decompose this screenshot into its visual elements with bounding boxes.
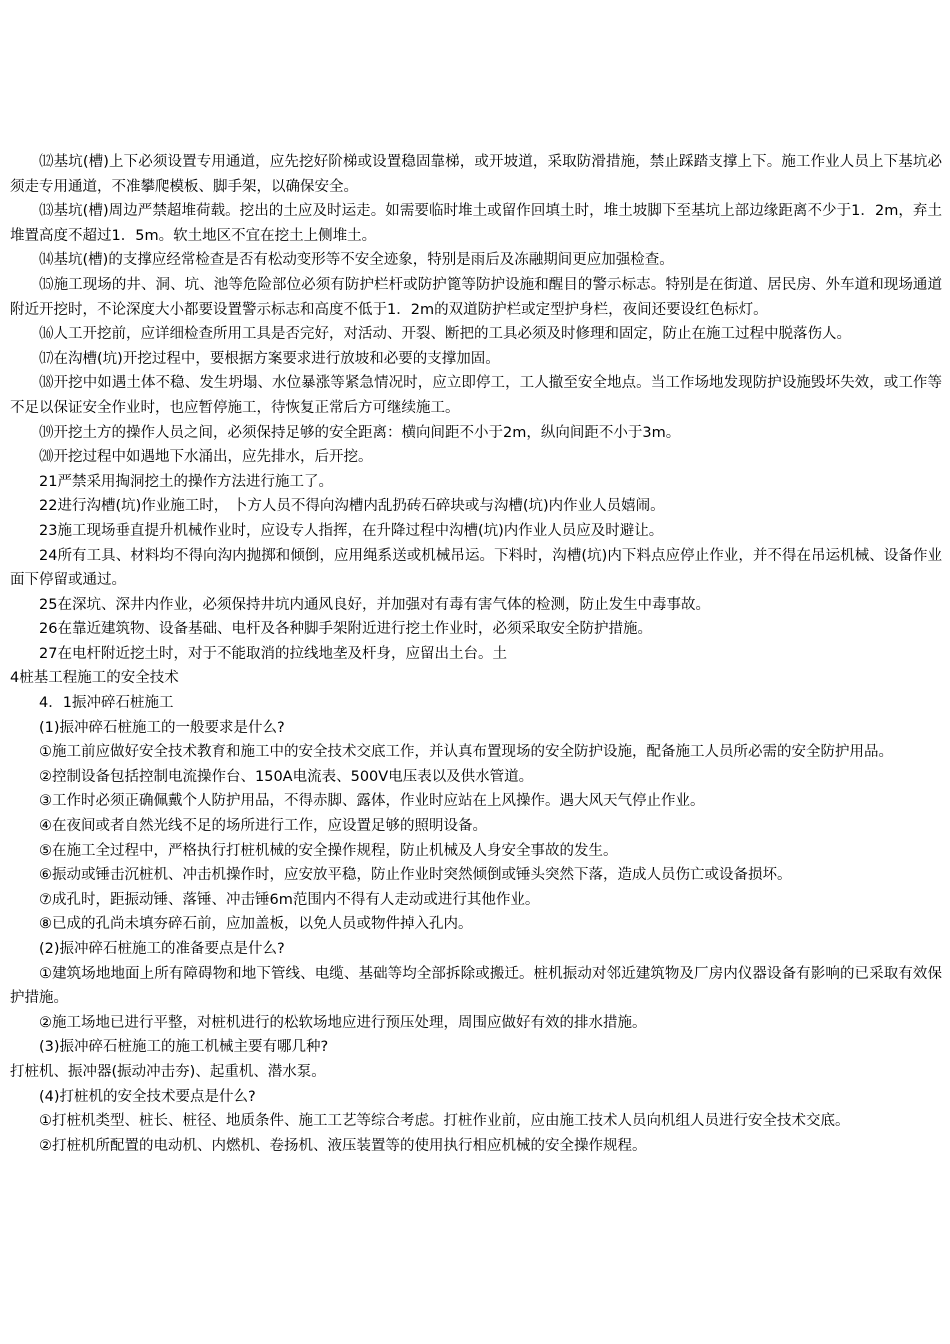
document-page [10,150,942,1158]
paragraph: ②打桩机所配置的电动机、内燃机、卷扬机、液压装置等的使用执行相应机械的安全操作规程。 [39,1137,647,1154]
paragraph: ⑦成孔时，距振动锤、落锤、冲击锤6m范围内不得有人走动或进行其他作业。 [39,891,540,908]
paragraph: ⒀基坑(槽)周边严禁超堆荷载。挖出的土应及时运走。如需要临时堆土或留作回填土时，堆土坡脚下至基坑上部边缘距离不少于1．2m，弃土堆置高度不超过1．5m。软土地区不宜在挖土上侧堆土。 [10,203,942,244]
paragraph: 24所有工具、材料均不得向沟内抛掷和倾倒，应用绳系送或机械吊运。下料时，沟槽(坑)内下料点应停止作业，并不得在吊运机械、设备作业面下停留或通过。 [10,547,942,589]
paragraph: ⑥振动或锤击沉桩机、冲击机操作时，应安放平稳，防止作业时突然倾倒或锤头突然下落，造成人员伤亡或设备损坏。 [39,867,792,884]
paragraph: ⒁基坑(槽)的支撑应经常检查是否有松动变形等不安全迹象，特别是雨后及冻融期间更应加强检查。 [39,252,674,269]
paragraph: ②施工场地已进行平整，对桩机进行的松软场地应进行预压处理，周围应做好有效的排水措施。 [39,1014,647,1031]
paragraph: (4)打桩机的安全技术要点是什么? [39,1088,256,1105]
paragraph: 23施工现场垂直提升机械作业时，应设专人指挥，在升降过程中沟槽(坑)内作业人员应及时避让。 [39,522,664,539]
paragraph: ④在夜间或者自然光线不足的场所进行工作，应设置足够的照明设备。 [39,818,487,835]
paragraph: ⒄在沟槽(坑)开挖过程中，要根据方案要求进行放坡和必要的支撑加固。 [39,350,500,367]
paragraph: ①施工前应做好安全技术教育和施工中的安全技术交底工作，并认真布置现场的安全防护设施，配备施工人员所必需的安全防护用品。 [39,744,893,761]
paragraph: 打桩机、振冲器(振动冲击夯)、起重机、潜水泵。 [10,1063,326,1080]
paragraph: ②控制设备包括控制电流操作台、150A电流表、500V电压表以及供水管道。 [39,768,534,785]
paragraph: ⑿基坑(槽)上下必须设置专用通道，应先挖好阶梯或设置稳固靠梯，或开坡道，采取防滑措施，禁止踩踏支撑上下。施工作业人员上下基坑必须走专用通道，不准攀爬模板、脚手架，以确保安全。 [10,154,942,195]
paragraph: ⑧已成的孔尚未填夯碎石前，应加盖板，以免人员或物件掉入孔内。 [39,916,473,933]
paragraph: ⒂施工现场的井、洞、坑、池等危险部位必须有防护栏杆或防护篦等防护设施和醒目的警示标志。特别是在街道、居民房、外车道和现场通道附近开挖时，不论深度大小都要设置警示标志和高度不低于1．2m的双道防护栏或定型护身栏，夜间还要设红色标灯。 [10,276,942,318]
paragraph: (3)振冲碎石桩施工的施工机械主要有哪几种? [39,1039,329,1056]
paragraph: 25在深坑、深井内作业，必须保持井坑内通风良好，并加强对有毒有害气体的检测，防止发生中毒事故。 [39,596,710,613]
paragraph: 21严禁采用掏洞挖土的操作方法进行施工了。 [39,473,333,490]
paragraph: ⑤在施工全过程中，严格执行打桩机械的安全操作规程，防止机械及人身安全事故的发生。 [39,842,618,859]
paragraph: ③工作时必须正确佩戴个人防护用品，不得赤脚、露体，作业时应站在上风操作。遇大风天气停止作业。 [39,793,705,810]
paragraph: ⒃人工开挖前，应详细检查所用工具是否完好，对活动、开裂、断把的工具必须及时修理和固定，防止在施工过程中脱落伤人。 [39,326,851,343]
paragraph: ⒆开挖土方的操作人员之间，必须保持足够的安全距离：横向间距不小于2m，纵向间距不小于3m。 [39,424,681,441]
paragraph: ⒇开挖过程中如遇地下水涌出，应先排水，后开挖。 [39,449,373,466]
paragraph: 26在靠近建筑物、设备基础、电杆及各种脚手架附近进行挖土作业时，必须采取安全防护措施。 [39,621,652,638]
paragraph: 27在电杆附近挖土时，对于不能取消的拉线地垄及杆身，应留出土台。土 [39,645,507,662]
paragraph: ①打桩机类型、桩长、桩径、地质条件、施工工艺等综合考虑。打桩作业前，应由施工技术人员向机组人员进行安全技术交底。 [39,1113,850,1130]
paragraph: 4桩基工程施工的安全技术 [10,670,179,687]
paragraph: 4．1振冲碎石桩施工 [39,695,174,712]
paragraph: ⒅开挖中如遇土体不稳、发生坍塌、水位暴涨等紧急情况时，应立即停工，工人撤至安全地点。当工作场地发现防护设施毁坏失效，或工作等不足以保证安全作业时，也应暂停施工，待恢复正常后方可继续施工。 [10,375,942,416]
paragraph: (2)振冲碎石桩施工的准备要点是什么? [39,941,285,957]
paragraph: (1)振冲碎石桩施工的一般要求是什么? [39,719,285,736]
paragraph: ①建筑场地地面上所有障碍物和地下管线、电缆、基础等均全部拆除或搬迁。桩机振动对邻近建筑物及厂房内仪器设备有影响的已采取有效保护措施。 [10,965,942,1007]
paragraph: 22进行沟槽(坑)作业施工时， 卜方人员不得向沟槽内乱扔砖石碎块或与沟槽(坑)内作业人员嬉闹。 [39,498,665,515]
